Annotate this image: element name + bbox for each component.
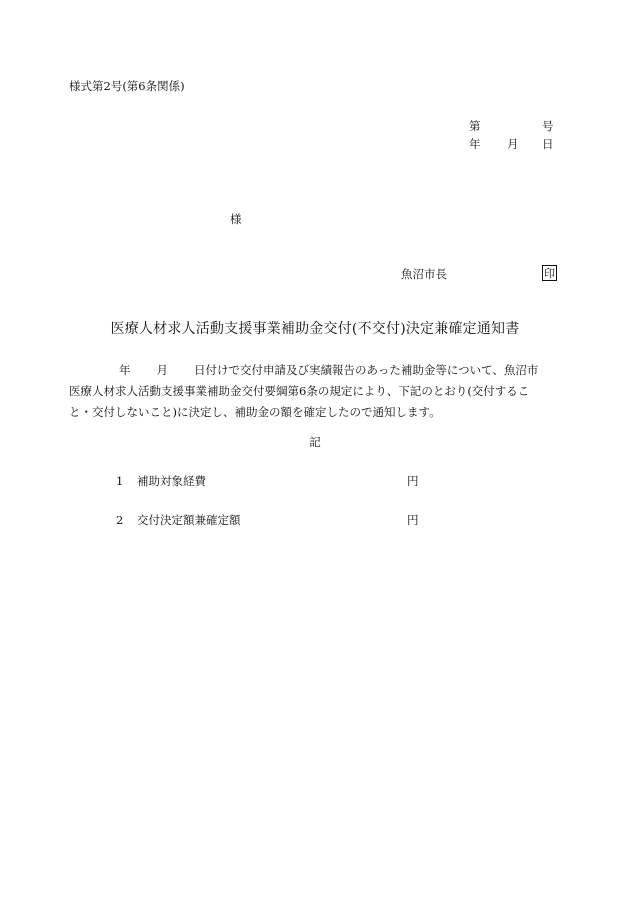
date-year: 年 [469,137,481,151]
date-month: 月 [507,137,519,151]
item-unit-yen: 円 [407,513,419,527]
item-unit-yen: 円 [407,474,419,488]
item-label-confirmed-amount: 交付決定額兼確定額 [137,513,241,527]
document-title: 医療人材求人活動支援事業補助金交付(不交付)決定兼確定通知書 [110,321,520,337]
document-number-prefix: 第 [469,119,481,133]
body-paragraph [69,360,561,423]
document-number-suffix: 号 [542,119,554,133]
body-line-1 [69,360,561,381]
body-line-1-text: 日付けで交付申請及び実績報告のあった補助金等について、魚沼市 [194,363,539,377]
body-year: 年 [119,363,131,377]
seal-stamp-box: 印 [544,267,555,280]
form-number: 様式第2号(第6条関係) [69,79,185,93]
item-label-eligible-expenses: 補助対象経費 [137,474,206,488]
ki-heading: 記 [309,435,321,449]
body-line-2: 医療人材求人活動支援事業補助金交付要綱第6条の規定により、下記のとおり(交付するこ [69,384,530,398]
addressee-suffix: 様 [230,212,242,226]
issuer-name: 魚沼市長 [401,267,447,281]
body-month: 月 [156,363,168,377]
item-number: 1 [116,474,124,488]
item-number: 2 [116,513,124,527]
date-day: 日 [542,137,554,151]
body-line-3: と・交付しないこと)に決定し、補助金の額を確定したので通知します。 [69,405,441,419]
